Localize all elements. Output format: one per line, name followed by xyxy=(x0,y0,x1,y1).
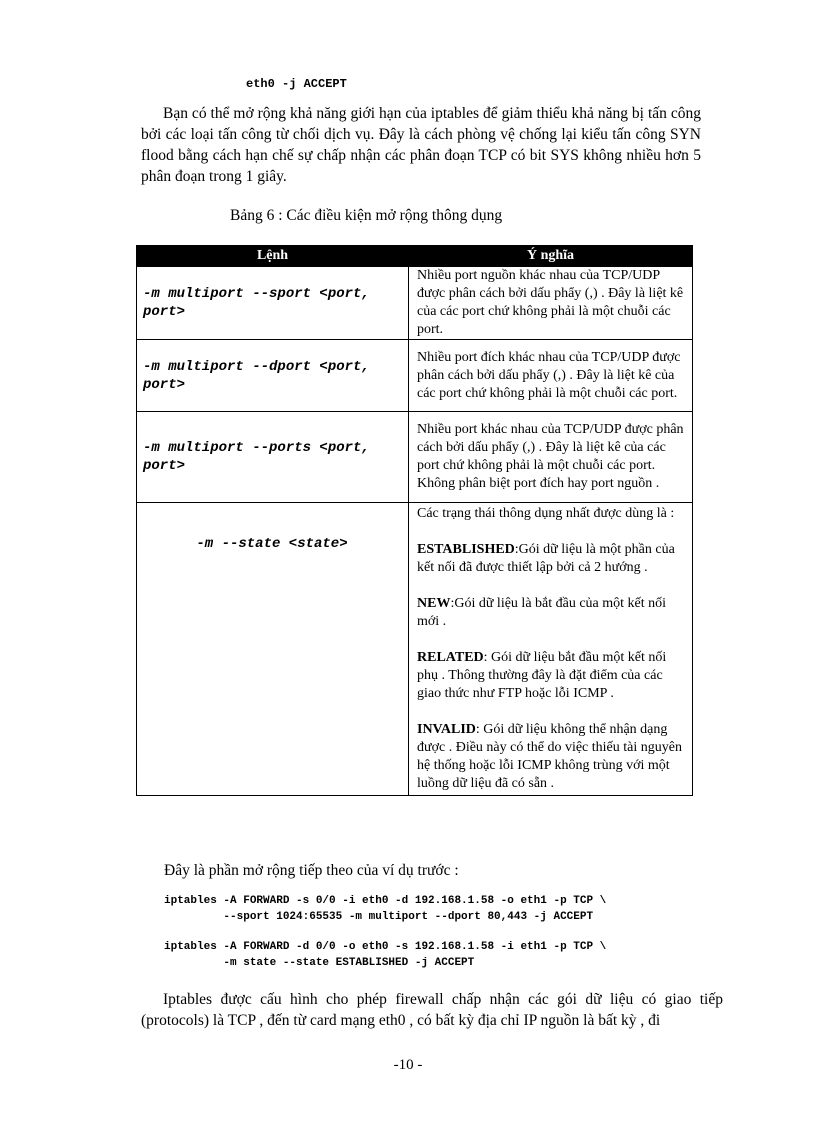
table-row xyxy=(137,340,693,412)
state-name: INVALID xyxy=(417,722,476,737)
state-related xyxy=(417,649,688,703)
paragraph-intro: Bạn có thể mở rộng khả năng giới hạn của iptables để giảm thiểu khả năng bị tấn công bởi các loại tấn công từ chối dịch vụ. Đây là cách phòng vệ chống lại kiểu tấn công SYN flood bằng cách hạn chế sự chấp nhận các phân đoạn TCP có bit SYS không nhiều hơn 5 phân đoạn trong 1 giây. xyxy=(141,105,701,185)
meaning-cell: Nhiều port đích khác nhau của TCP/UDP được phân cách bởi dấu phẩy (,) . Đây là liệt kê của các port chứ không phải là một chuỗi các port. xyxy=(409,340,693,412)
meaning-cell-states xyxy=(409,503,693,796)
table-row xyxy=(137,412,693,503)
state-sep: : xyxy=(450,596,455,611)
state-desc: Gói dữ liệu không thể nhận dạng được . Điều này có thể do việc thiếu tài nguyên hệ thống hoặc lỗi ICMP không trùng với một luồng dữ liệu đã có sẵn . xyxy=(417,722,682,791)
header-meaning: Ý nghĩa xyxy=(409,246,693,267)
state-sep: : xyxy=(483,650,492,665)
code-snippet-top: eth0 -j ACCEPT xyxy=(246,77,347,91)
table-caption: Bảng 6 : Các điều kiện mở rộng thông dụng xyxy=(230,207,503,224)
state-desc: Gói dữ liệu là bắt đầu của một kết nối mới . xyxy=(417,596,667,629)
extension-conditions-table xyxy=(136,245,693,796)
states-intro: Các trạng thái thông dụng nhất được dùng là : xyxy=(417,506,675,521)
state-desc: Gói dữ liệu là một phần của kết nối đã được thiết lập bởi cả 2 hướng . xyxy=(417,542,675,575)
paragraph-extension: Đây là phần mở rộng tiếp theo của ví dụ trước : xyxy=(164,862,459,879)
command-cell: -m multiport --dport <port, port> xyxy=(137,340,409,412)
state-name: ESTABLISHED xyxy=(417,542,515,557)
meaning-cell: Nhiều port nguồn khác nhau của TCP/UDP được phân cách bởi dấu phẩy (,) . Đây là liệt kê của các port chứ không phải là một chuỗi các port. xyxy=(409,267,693,340)
state-sep: : xyxy=(514,542,519,557)
state-name: NEW xyxy=(417,596,451,611)
state-new xyxy=(417,595,688,631)
table-header-row xyxy=(137,246,693,267)
state-invalid xyxy=(417,721,688,793)
table-row xyxy=(137,267,693,340)
state-desc: Gói dữ liệu bắt đầu một kết nối phụ . Thông thường đây là đặt điểm của các giao thức như FTP hoặc lỗi ICMP . xyxy=(417,650,667,701)
header-command: Lệnh xyxy=(137,246,409,267)
paragraph-explanation: Iptables được cấu hình cho phép firewall chấp nhận các gói dữ liệu có giao tiếp (protocols) là TCP , đến từ card mạng eth0 , có bất kỳ địa chỉ IP nguồn là bất kỳ , đi xyxy=(141,991,723,1029)
table-row-state xyxy=(137,503,693,796)
state-sep: : xyxy=(475,722,484,737)
code-example-1: iptables -A FORWARD -s 0/0 -i eth0 -d 192.168.1.58 -o eth1 -p TCP \ --sport 1024:65535 -m multiport --dport 80,443 -j ACCEPT xyxy=(164,895,607,923)
state-name: RELATED xyxy=(417,650,484,665)
meaning-cell: Nhiều port khác nhau của TCP/UDP được phân cách bởi dấu phẩy (,) . Đây là liệt kê của các port chứ không phải là một chuỗi các port. Không phân biệt port đích hay port nguồn . xyxy=(409,412,693,503)
state-established xyxy=(417,541,688,577)
command-cell: -m multiport --ports <port, port> xyxy=(137,412,409,503)
code-example-2: iptables -A FORWARD -d 0/0 -o eth0 -s 192.168.1.58 -i eth1 -p TCP \ -m state --state ESTABLISHED -j ACCEPT xyxy=(164,941,607,969)
page-number: -10 - xyxy=(393,1057,423,1073)
command-cell: -m --state <state> xyxy=(137,503,409,796)
command-cell: -m multiport --sport <port, port> xyxy=(137,267,409,340)
